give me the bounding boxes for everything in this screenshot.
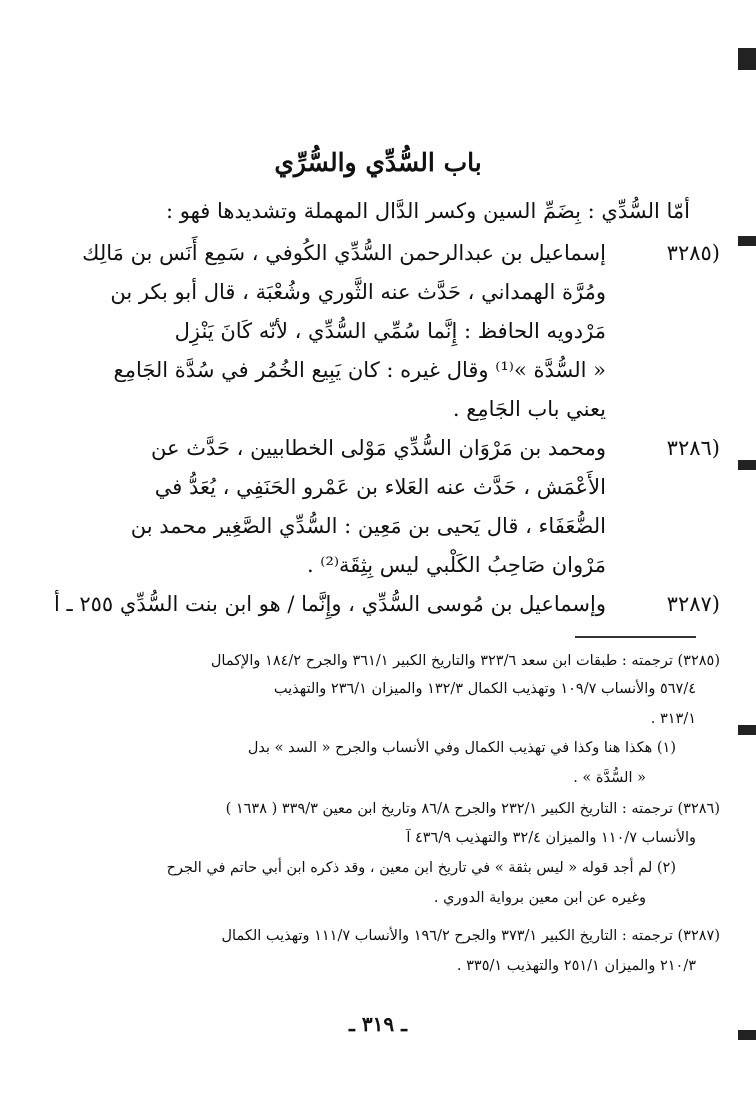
- footnote-line: « السُّدَّة » .: [573, 770, 646, 786]
- scan-edge-mark: [738, 460, 756, 470]
- footnote-line: (٣٢٨٧) ترجمته : التاريخ الكبير ٣٧٣/١ والجرح ١٩٦/٢ والأنساب ١١١/٧ وتهذيب الكمال: [221, 928, 720, 944]
- footnote-line: (٢) لم أجد قوله « ليس بثقة » في تاريخ ابن معين ، وقد ذكره ابن أبي حاتم في الجرح: [166, 860, 676, 876]
- scan-edge-mark: [738, 48, 756, 70]
- entry-line: يعني باب الجَامِع .: [452, 397, 606, 421]
- footnote-line: ٥٦٧/٤ والأنساب ١٠٩/٧ وتهذيب الكمال ١٣٢/٣ والميزان ٢٣٦/١ والتهذيب: [273, 681, 696, 697]
- entry-number: (٣٢٨٥: [666, 241, 720, 265]
- footnote-line: ٣١٣/١ .: [650, 711, 696, 727]
- intro-line: أمّا السُّدِّي : بِضَمِّ السين وكسر الدَّال المهملة وتشديدها فهو :: [166, 199, 690, 223]
- entry-line: وإسماعيل بن مُوسى السُّدِّي ، وإِنَّما / هو ابن بنت السُّدِّي ٢٥٥ ـ أ: [54, 592, 606, 616]
- footnote-line: (١) هكذا هنا وكذا في تهذيب الكمال وفي الأنساب والجرح « السد » بدل: [247, 740, 676, 756]
- entry-line: ومُرَّة الهمداني ، حَدَّث عنه الثَّوري وشُعْبَة ، قال أبو بكر بن: [110, 280, 606, 304]
- footnote-line: (٣٢٨٥) ترجمته : طبقات ابن سعد ٣٢٣/٦ والتاريخ الكبير ٣٦١/١ والجرح ١٨٤/٢ والإكمال: [210, 653, 720, 669]
- entry-line: « السُّدَّة »⁽¹⁾ وقال غيره : كان يَبِيع الخُمُر في سُدَّة الجَامِع: [113, 358, 606, 382]
- footnote-divider: [575, 636, 696, 638]
- entry-line: إسماعيل بن عبدالرحمن السُّدِّي الكُوفي ، سَمِع أَنَس بن مَالِك: [82, 241, 606, 265]
- entry-line: الأَعْمَش ، حَدَّث عنه العَلاء بن عَمْرو الحَنَفِي ، يُعَدُّ في: [154, 475, 606, 499]
- footnote-line: ٢١٠/٣ والميزان ٢٥١/١ والتهذيب ٣٣٥/١ .: [456, 958, 696, 974]
- entry-line: مَرْوان صَاحِبُ الكَلْبي ليس بِثِقَة⁽²⁾ .: [306, 553, 606, 577]
- chapter-title: باب السُّدِّي والسُّرِّي: [274, 148, 482, 177]
- entry-line: الضُّعَفَاء ، قال يَحيى بن مَعِين : السُّدِّي الصَّغِير محمد بن: [130, 514, 606, 538]
- footnote-line: وغيره عن ابن معين برواية الدوري .: [433, 890, 646, 906]
- entry-line: مَرْدويه الحافظ : إِنَّما سُمِّي السُّدِّي ، لأنّه كَانَ يَنْزِل: [174, 319, 606, 343]
- scan-edge-mark: [738, 725, 756, 735]
- entry-number: (٣٢٨٦: [666, 436, 720, 460]
- entry-number: (٣٢٨٧: [666, 592, 720, 616]
- entry-line: ومحمد بن مَرْوَان السُّدِّي مَوْلى الخطابيين ، حَدَّث عن: [151, 436, 606, 460]
- page-number: ـ ٣١٩ ـ: [349, 1012, 407, 1036]
- footnote-line: (٣٢٨٦) ترجمته : التاريخ الكبير ٢٣٢/١ والجرح ٨٦/٨ وتاريخ ابن معين ٣٣٩/٣ ( ١٦٣٨ ): [225, 801, 720, 817]
- scan-edge-mark: [738, 236, 756, 246]
- footnote-line: والأنساب ١١٠/٧ والميزان ٣٢/٤ والتهذيب ٤٣٦/٩ آ: [406, 830, 696, 846]
